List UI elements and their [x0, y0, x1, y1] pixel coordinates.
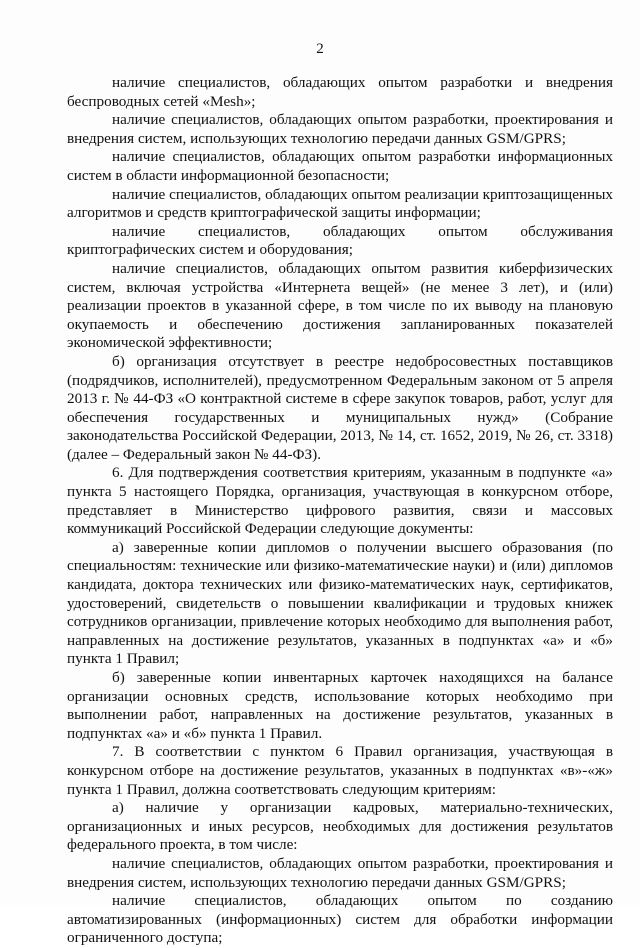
paragraph-gsm-gprs-specialists: наличие специалистов, обладающих опытом разработки, проектирования и внедрения систем, использующих технологию передачи данных GSM/GPRS; — [67, 111, 613, 147]
paragraph-cyberphysical-specialists: наличие специалистов, обладающих опытом развития киберфизических систем, включая устройства «Интернета вещей» (не менее 3 лет), и (или) реализации проектов в указанной сфере, в том числе по их выводу на плановую окупаемость и обеспечению достижения запланированных показателей экономической эффективности; — [67, 259, 613, 352]
paragraph-gsm-gprs-specialists-2: наличие специалистов, обладающих опытом разработки, проектирования и внедрения систем, использующих технологию передачи данных GSM/GPRS; — [67, 854, 613, 891]
paragraph-item-6-a: а) заверенные копии дипломов о получении высшего образования (по специальностям: технические или физико-математические науки) и (или) дипломов кандидата, доктора технических или физико-математических наук, сертификатов, удостоверений, свидетельств о повышении квалификации и трудовых книжек сотрудников организации, привлечение которых необходимо для выполнения работ, направленных на достижение результатов, указанных в подпунктах «а» и «б» пункта 1 Правил; — [67, 538, 613, 668]
paragraph-crypto-systems-specialists: наличие специалистов, обладающих опытом обслуживания криптографических систем и оборудования; — [67, 222, 613, 259]
paragraph-mesh-specialists: наличие специалистов, обладающих опытом разработки и внедрения беспроводных сетей «Mesh»; — [67, 74, 613, 110]
paragraph-item-7: 7. В соответствии с пунктом 6 Правил организация, участвующая в конкурсном отборе на достижение результатов, указанных в подпунктах «в»-«ж» пункта 1 Правил, должна соответствовать следующим критериям: — [67, 743, 613, 798]
paragraph-automated-systems-specialists: наличие специалистов, обладающих опытом по созданию автоматизированных (информационных) систем для обработки информации ограниченного доступа; — [67, 892, 613, 947]
paragraph-crypto-algorithms-specialists: наличие специалистов, обладающих опытом реализации криптозащищенных алгоритмов и средств криптографической защиты информации; — [67, 185, 613, 222]
page-number: 2 — [316, 41, 324, 57]
document-body — [67, 74, 613, 948]
paragraph-item-6: 6. Для подтверждения соответствия критериям, указанным в подпункте «а» пункта 5 настоящего Порядка, организация, участвующая в конкурсном отборе, представляет в Министерство цифрового развития, связи и массовых коммуникаций Российской Федерации следующие документы: — [67, 464, 613, 538]
paragraph-item-7-a: а) наличие у организации кадровых, материально-технических, организационных и иных ресурсов, необходимых для достижения результатов федерального проекта, в том числе: — [67, 799, 613, 854]
paragraph-infosec-specialists: наличие специалистов, обладающих опытом разработки информационных систем в области информационной безопасности; — [67, 148, 613, 184]
paragraph-item-6-b: б) заверенные копии инвентарных карточек находящихся на балансе организации основных средств, использование которых необходимо при выполнении работ, направленных на достижение результатов, указанных в подпунктах «а» и «б» пункта 1 Правил. — [67, 669, 613, 742]
paragraph-subitem-b-registry: б) организация отсутствует в реестре недобросовестных поставщиков (подрядчиков, исполнителей), предусмотренном Федеральным законом от 5 апреля 2013 г. № 44-ФЗ «О контрактной системе в сфере закупок товаров, работ, услуг для обеспечения государственных и муниципальных нужд» (Собрание законодательства Российской Федерации, 2013, № 14, ст. 1652, 2019, № 26, ст. 3318) (далее – Федеральный закон № 44-ФЗ). — [67, 352, 613, 463]
